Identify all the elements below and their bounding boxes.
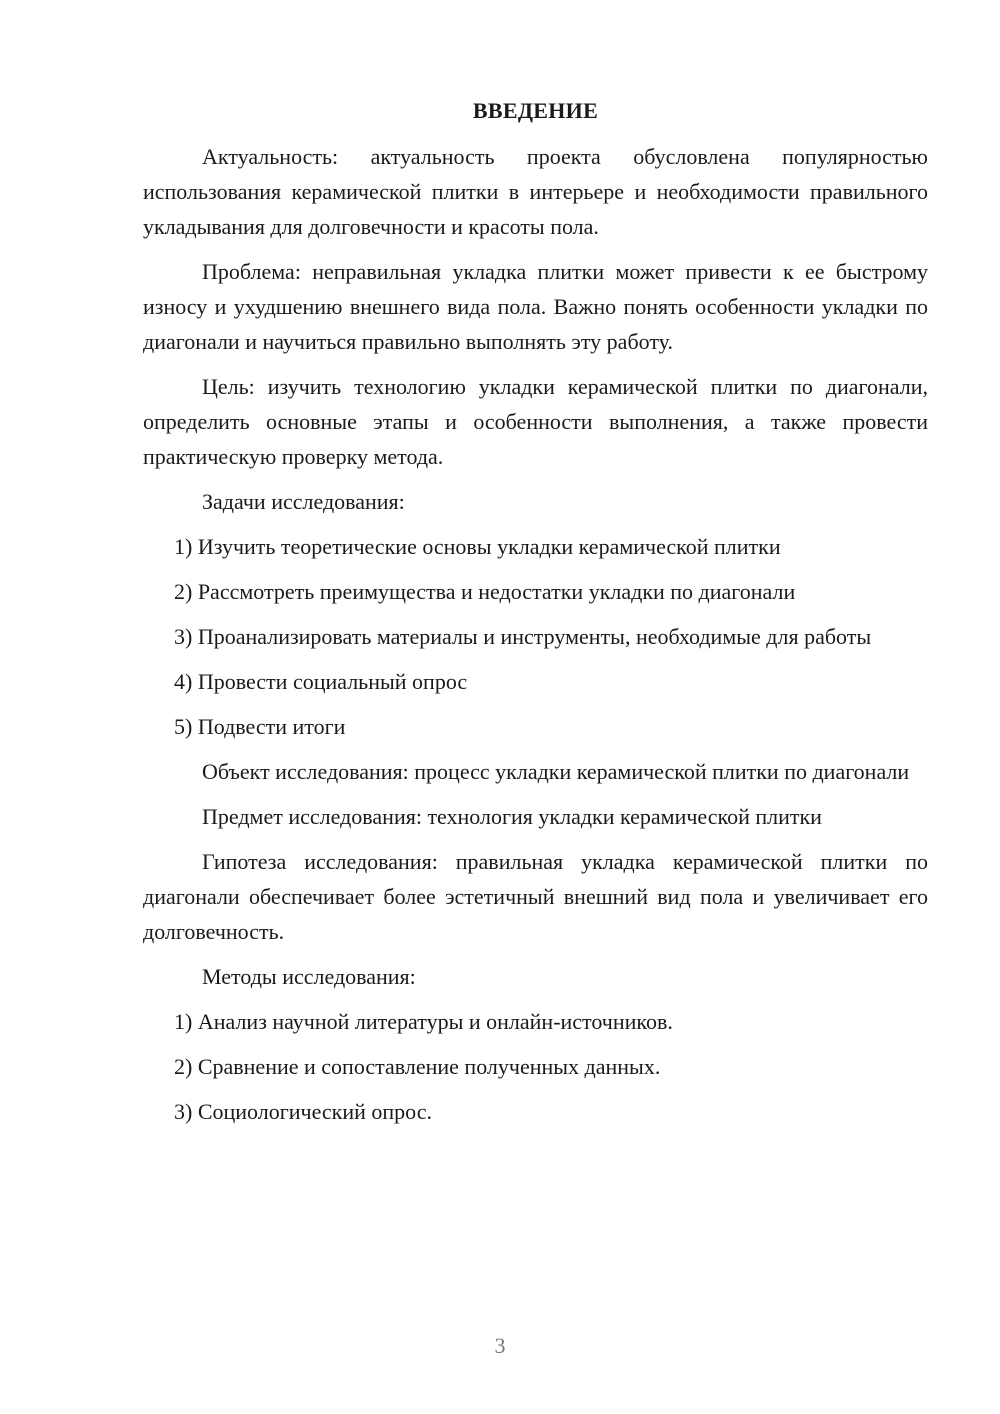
document-title: ВВЕДЕНИЕ	[472, 98, 599, 123]
method-item: 2) Сравнение и сопоставление полученных данных.	[174, 1054, 661, 1079]
paragraph-hypothesis: Гипотеза исследования: правильная укладка керамической плитки по диагонали обеспечивает более эстетичный внешний вид пола и увеличивает его долговечность.	[143, 849, 928, 944]
methods-list	[143, 1004, 928, 1129]
paragraph-problem: Проблема: неправильная укладка плитки может привести к ее быстрому износу и ухудшению внешнего вида пола. Важно понять особенности укладки по диагонали и научиться правильно выполнять эту работу.	[143, 259, 928, 354]
paragraph-relevance: Актуальность: актуальность проекта обусловлена популярностью использования керамической плитки в интерьере и необходимости правильного укладывания для долговечности и красоты пола.	[143, 144, 928, 239]
task-item: 2) Рассмотреть преимущества и недостатки укладки по диагонали	[174, 579, 796, 604]
paragraph-goal: Цель: изучить технологию укладки керамической плитки по диагонали, определить основные этапы и особенности выполнения, а также провести практическую проверку метода.	[143, 374, 928, 469]
document-page	[143, 96, 928, 1139]
task-item: 1) Изучить теоретические основы укладки керамической плитки	[174, 534, 781, 559]
method-item: 1) Анализ научной литературы и онлайн-источников.	[174, 1009, 673, 1034]
paragraph-object: Объект исследования: процесс укладки керамической плитки по диагонали	[202, 759, 910, 784]
task-item: 5) Подвести итоги	[174, 714, 346, 739]
task-item: 3) Проанализировать материалы и инструменты, необходимые для работы	[174, 624, 872, 649]
methods-heading: Методы исследования:	[202, 964, 416, 989]
paragraph-subject: Предмет исследования: технология укладки керамической плитки	[202, 804, 822, 829]
tasks-heading: Задачи исследования:	[202, 489, 405, 514]
tasks-list	[143, 529, 928, 744]
page-number: 3	[494, 1333, 506, 1358]
task-item: 4) Провести социальный опрос	[174, 669, 468, 694]
method-item: 3) Социологический опрос.	[174, 1099, 432, 1124]
